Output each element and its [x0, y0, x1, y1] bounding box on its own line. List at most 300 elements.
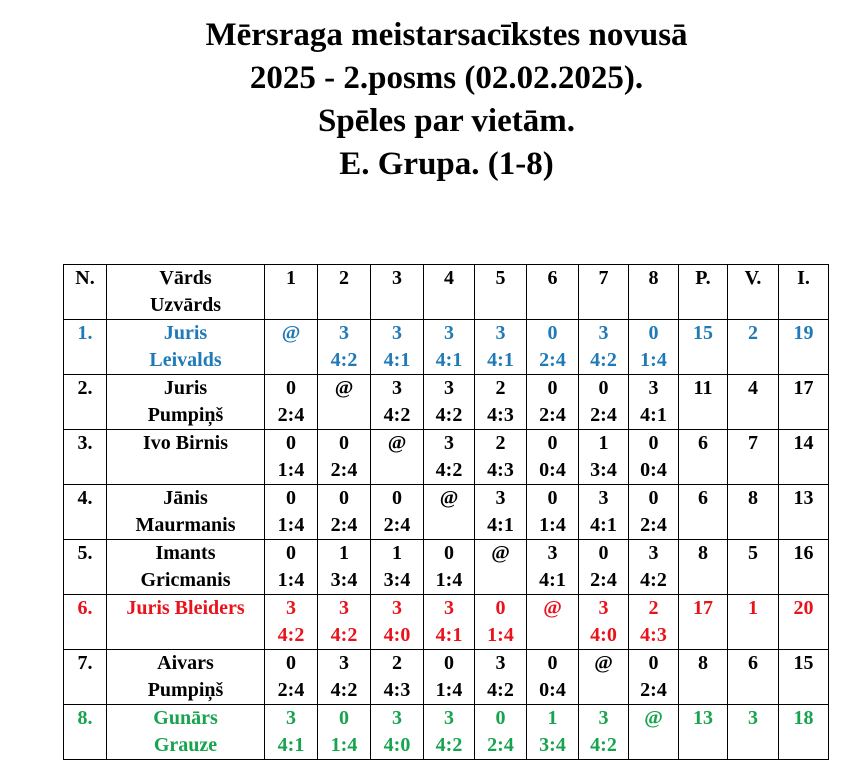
score-points: 3	[339, 652, 349, 674]
score-points: 3	[444, 707, 454, 729]
score-cell	[318, 430, 371, 485]
table-row	[64, 430, 829, 485]
score-points: 0	[598, 542, 609, 564]
place-number: 4.	[77, 487, 93, 509]
score-cell	[371, 320, 424, 375]
summary-p-value: 6	[698, 432, 708, 454]
table-row	[64, 485, 829, 540]
score-points: 3	[392, 322, 402, 344]
table-row	[64, 375, 829, 430]
score-cell	[629, 595, 679, 650]
summary-i-cell	[779, 320, 829, 375]
summary-p-cell	[679, 650, 728, 705]
score-cell	[579, 705, 629, 760]
summary-p-value: 8	[698, 542, 708, 564]
score-cell	[527, 540, 579, 595]
place-number-cell	[64, 540, 107, 595]
header-row	[64, 265, 829, 320]
score-result: 2:4	[640, 514, 667, 536]
score-points: 0	[547, 487, 558, 509]
summary-v-value: 1	[748, 597, 758, 619]
score-result: 4:2	[487, 679, 514, 701]
score-points: 3	[444, 377, 454, 399]
score-result: 4:2	[330, 679, 358, 701]
score-points: 0	[547, 652, 558, 674]
score-cell	[475, 705, 527, 760]
summary-p-value: 8	[698, 652, 708, 674]
score-result: 0:4	[539, 679, 566, 701]
score-points: 0	[547, 432, 558, 454]
score-points: 0	[339, 487, 349, 509]
place-number-cell	[64, 430, 107, 485]
player-name-cell	[107, 595, 265, 650]
header-cell	[679, 265, 728, 320]
score-points: 3	[495, 487, 506, 509]
score-points: 3	[598, 707, 609, 729]
summary-p-cell	[679, 485, 728, 540]
score-points: @	[439, 487, 459, 509]
score-cell	[475, 595, 527, 650]
score-result: 4:2	[330, 624, 358, 646]
score-cell	[371, 375, 424, 430]
player-first-name: Juris	[163, 377, 208, 399]
header-cell	[265, 265, 318, 320]
player-name-cell	[107, 705, 265, 760]
score-cell	[579, 595, 629, 650]
summary-v-value: 4	[748, 377, 758, 399]
score-cell	[629, 540, 679, 595]
score-cell	[475, 320, 527, 375]
score-cell	[527, 485, 579, 540]
score-points: 3	[444, 322, 454, 344]
summary-v-value: 8	[748, 487, 758, 509]
score-cell	[424, 650, 475, 705]
score-result: 1:4	[277, 569, 305, 591]
score-result: 4:1	[277, 734, 305, 756]
summary-p-value: 11	[693, 377, 713, 399]
score-result: 1:4	[277, 459, 305, 481]
player-last-name: Leivalds	[149, 349, 222, 371]
score-result: 3:4	[330, 569, 358, 591]
score-cell	[527, 650, 579, 705]
score-points: 3	[444, 597, 454, 619]
place-number: 8.	[77, 707, 93, 729]
score-result	[318, 402, 370, 429]
score-cell	[475, 485, 527, 540]
score-points: 0	[598, 377, 609, 399]
score-result: 4:2	[435, 404, 463, 426]
results-table-body	[64, 265, 829, 760]
score-cell	[318, 320, 371, 375]
score-cell	[629, 430, 679, 485]
score-cell	[371, 705, 424, 760]
score-result: 2:4	[640, 679, 667, 701]
score-result: 4:1	[539, 569, 566, 591]
player-last-name: Pumpiņš	[147, 404, 224, 426]
score-result: 1:4	[330, 734, 358, 756]
score-points: 0	[495, 597, 506, 619]
score-result: 2:4	[539, 404, 566, 426]
score-cell	[629, 650, 679, 705]
score-result: 4:1	[435, 349, 463, 371]
score-points: 3	[648, 377, 659, 399]
score-result: 4:2	[435, 459, 463, 481]
score-points: 0	[286, 542, 296, 564]
score-result: 4:2	[590, 349, 617, 371]
player-first-name: Imants	[155, 542, 216, 564]
score-points: 0	[339, 707, 349, 729]
header-name-line-2: Uzvārds	[149, 294, 222, 316]
player-name-cell	[107, 485, 265, 540]
place-number-cell	[64, 485, 107, 540]
score-points: 0	[339, 432, 349, 454]
table-row	[64, 705, 829, 760]
score-result	[265, 347, 317, 374]
summary-p-value: 15	[693, 322, 713, 344]
player-first-name: Juris	[163, 322, 208, 344]
header-cell	[318, 265, 371, 320]
score-result: 2:4	[539, 349, 566, 371]
table-row	[64, 320, 829, 375]
header-label: 2	[339, 267, 349, 289]
score-points: 0	[286, 432, 296, 454]
summary-p-cell	[679, 430, 728, 485]
score-cell	[579, 650, 629, 705]
place-number: 1.	[77, 322, 93, 344]
score-points: 3	[598, 597, 609, 619]
score-cell	[527, 595, 579, 650]
score-result: 4:1	[487, 349, 514, 371]
score-result: 4:2	[590, 734, 617, 756]
summary-v-value: 6	[748, 652, 758, 674]
score-cell	[371, 430, 424, 485]
score-cell	[265, 705, 318, 760]
score-result: 3:4	[590, 459, 617, 481]
summary-v-cell	[728, 485, 779, 540]
score-points: 2	[495, 377, 506, 399]
score-cell	[579, 430, 629, 485]
header-label: 1	[286, 267, 296, 289]
score-result: 1:4	[435, 679, 463, 701]
score-cell	[527, 375, 579, 430]
score-result: 4:3	[487, 459, 514, 481]
header-label: 3	[392, 267, 402, 289]
summary-v-cell	[728, 320, 779, 375]
score-cell	[424, 485, 475, 540]
summary-i-value: 19	[793, 322, 814, 344]
score-cell	[318, 705, 371, 760]
score-points: 3	[286, 597, 296, 619]
summary-v-value: 7	[748, 432, 758, 454]
header-cell	[107, 265, 265, 320]
score-result: 4:1	[487, 514, 514, 536]
score-cell	[265, 430, 318, 485]
score-points: 0	[392, 487, 402, 509]
score-cell	[265, 595, 318, 650]
summary-v-value: 5	[748, 542, 758, 564]
summary-p-cell	[679, 375, 728, 430]
summary-p-value: 17	[693, 597, 713, 619]
score-result: 4:3	[383, 679, 411, 701]
score-points: 1	[598, 432, 609, 454]
summary-v-cell	[728, 705, 779, 760]
header-cell	[579, 265, 629, 320]
score-result: 1:4	[487, 624, 514, 646]
score-cell	[629, 705, 679, 760]
score-cell	[579, 320, 629, 375]
score-points: 1	[392, 542, 402, 564]
player-first-name: Juris Bleiders	[126, 597, 245, 619]
score-cell	[527, 705, 579, 760]
score-points: @	[644, 707, 663, 729]
player-last-name	[107, 622, 264, 649]
summary-p-value: 6	[698, 487, 708, 509]
header-cell	[779, 265, 829, 320]
player-name-cell	[107, 375, 265, 430]
score-cell	[424, 540, 475, 595]
header-label: V.	[744, 267, 762, 289]
score-points: 3	[444, 432, 454, 454]
score-points: 3	[392, 707, 402, 729]
place-number: 3.	[77, 432, 93, 454]
score-cell	[424, 320, 475, 375]
header-cell	[629, 265, 679, 320]
place-number: 6.	[77, 597, 93, 619]
summary-p-cell	[679, 320, 728, 375]
score-result: 4:0	[383, 624, 411, 646]
score-result: 4:1	[590, 514, 617, 536]
place-number-cell	[64, 650, 107, 705]
score-points: 3	[495, 652, 506, 674]
score-points: @	[543, 597, 562, 619]
score-points: 0	[648, 487, 659, 509]
score-result	[424, 512, 474, 539]
score-points: 2	[648, 597, 659, 619]
player-first-name: Jānis	[163, 487, 208, 509]
summary-p-cell	[679, 705, 728, 760]
header-label: 4	[444, 267, 454, 289]
score-cell	[265, 485, 318, 540]
player-first-name: Aivars	[157, 652, 214, 674]
header-cell	[475, 265, 527, 320]
header-cell	[424, 265, 475, 320]
player-last-name: Gricmanis	[140, 569, 231, 591]
score-cell	[371, 485, 424, 540]
score-cell	[579, 540, 629, 595]
score-cell	[265, 320, 318, 375]
score-result	[475, 567, 526, 594]
score-points: 1	[547, 707, 558, 729]
score-points: 3	[648, 542, 659, 564]
score-cell	[424, 375, 475, 430]
score-points: 0	[547, 322, 558, 344]
score-cell	[371, 650, 424, 705]
page-title	[0, 14, 867, 186]
summary-v-value: 2	[748, 322, 758, 344]
score-points: 0	[648, 322, 659, 344]
score-result: 1:4	[539, 514, 566, 536]
summary-v-value: 3	[748, 707, 758, 729]
score-cell	[265, 540, 318, 595]
score-cell	[265, 650, 318, 705]
summary-v-cell	[728, 595, 779, 650]
player-last-name: Pumpiņš	[147, 679, 224, 701]
score-result: 3:4	[539, 734, 566, 756]
score-points: 3	[495, 322, 506, 344]
player-name-cell	[107, 650, 265, 705]
score-result: 0:4	[640, 459, 667, 481]
score-cell	[527, 430, 579, 485]
score-result: 4:3	[640, 624, 667, 646]
summary-i-cell	[779, 595, 829, 650]
score-result	[579, 677, 628, 704]
score-points: @	[334, 377, 354, 399]
score-cell	[424, 430, 475, 485]
score-result: 4:2	[435, 734, 463, 756]
score-points: @	[594, 652, 613, 674]
summary-i-value: 18	[793, 707, 814, 729]
summary-i-value: 16	[793, 542, 814, 564]
summary-i-cell	[779, 430, 829, 485]
score-result: 2:4	[330, 459, 358, 481]
score-result: 2:4	[330, 514, 358, 536]
summary-v-cell	[728, 375, 779, 430]
header-label: 8	[648, 267, 659, 289]
score-cell	[424, 705, 475, 760]
place-number-cell	[64, 375, 107, 430]
score-cell	[424, 595, 475, 650]
summary-p-cell	[679, 595, 728, 650]
score-cell	[318, 485, 371, 540]
score-result: 2:4	[277, 404, 305, 426]
score-points: 0	[547, 377, 558, 399]
score-result: 4:1	[435, 624, 463, 646]
score-result: 4:0	[383, 734, 411, 756]
score-points: 3	[286, 707, 296, 729]
place-number-cell	[64, 595, 107, 650]
player-first-name: Gunārs	[153, 707, 218, 729]
score-cell	[318, 650, 371, 705]
score-result: 0:4	[539, 459, 566, 481]
score-result: 2:4	[277, 679, 305, 701]
summary-p-value: 13	[693, 707, 713, 729]
score-cell	[318, 375, 371, 430]
score-points: 0	[286, 487, 296, 509]
score-cell	[475, 650, 527, 705]
header-label: 7	[598, 267, 609, 289]
score-points: 0	[648, 432, 659, 454]
score-result: 2:4	[590, 404, 617, 426]
score-result: 4:2	[383, 404, 411, 426]
summary-v-cell	[728, 650, 779, 705]
header-name-line-1: Vārds	[159, 267, 212, 289]
score-result	[371, 457, 423, 484]
score-points: @	[387, 432, 407, 454]
header-cell	[371, 265, 424, 320]
score-cell	[629, 375, 679, 430]
player-last-name: Grauze	[153, 734, 218, 756]
header-label: 6	[547, 267, 558, 289]
score-cell	[371, 595, 424, 650]
player-last-name	[107, 457, 264, 484]
score-result	[629, 732, 678, 759]
score-points: 0	[286, 652, 296, 674]
player-name-cell	[107, 540, 265, 595]
player-name-cell	[107, 430, 265, 485]
score-cell	[527, 320, 579, 375]
table-row	[64, 650, 829, 705]
score-points: 0	[495, 707, 506, 729]
score-result: 4:2	[277, 624, 305, 646]
title-line-4: E. Grupa. (1-8)	[339, 146, 554, 182]
summary-i-cell	[779, 705, 829, 760]
score-cell	[579, 485, 629, 540]
player-name-cell	[107, 320, 265, 375]
summary-p-cell	[679, 540, 728, 595]
summary-v-cell	[728, 430, 779, 485]
score-points: 3	[598, 322, 609, 344]
header-cell	[728, 265, 779, 320]
score-result: 4:1	[383, 349, 411, 371]
summary-i-value: 14	[793, 432, 814, 454]
score-cell	[265, 375, 318, 430]
place-number-cell	[64, 320, 107, 375]
score-result: 1:4	[640, 349, 667, 371]
score-result: 2:4	[383, 514, 411, 536]
summary-i-value: 17	[793, 377, 814, 399]
score-points: 2	[392, 652, 402, 674]
summary-i-cell	[779, 650, 829, 705]
score-cell	[475, 540, 527, 595]
place-number: 2.	[77, 377, 93, 399]
score-cell	[629, 485, 679, 540]
score-result: 1:4	[277, 514, 305, 536]
title-line-1: Mērsraga meistarsacīkstes novusā	[205, 17, 688, 53]
table-row	[64, 540, 829, 595]
score-points: 1	[339, 542, 349, 564]
place-number: 5.	[77, 542, 93, 564]
score-result: 1:4	[435, 569, 463, 591]
results-table	[63, 264, 829, 760]
header-label: P.	[695, 267, 711, 289]
summary-i-value: 13	[793, 487, 814, 509]
header-label: N.	[75, 267, 95, 289]
score-points: 3	[547, 542, 558, 564]
score-result: 4:2	[640, 569, 667, 591]
score-result: 3:4	[383, 569, 411, 591]
score-cell	[475, 430, 527, 485]
header-label: I.	[797, 267, 810, 289]
score-result: 4:0	[590, 624, 617, 646]
score-result: 2:4	[590, 569, 617, 591]
score-result: 4:3	[487, 404, 514, 426]
score-cell	[318, 595, 371, 650]
score-result: 2:4	[487, 734, 514, 756]
score-points: 3	[392, 377, 402, 399]
place-number-cell	[64, 705, 107, 760]
score-points: 3	[339, 322, 349, 344]
table-row	[64, 595, 829, 650]
score-points: 3	[392, 597, 402, 619]
summary-i-cell	[779, 540, 829, 595]
score-cell	[579, 375, 629, 430]
title-line-3: Spēles par vietām.	[318, 103, 575, 139]
score-result: 4:2	[330, 349, 358, 371]
score-cell	[371, 540, 424, 595]
score-points: 0	[648, 652, 659, 674]
header-cell	[527, 265, 579, 320]
score-result	[527, 622, 578, 649]
